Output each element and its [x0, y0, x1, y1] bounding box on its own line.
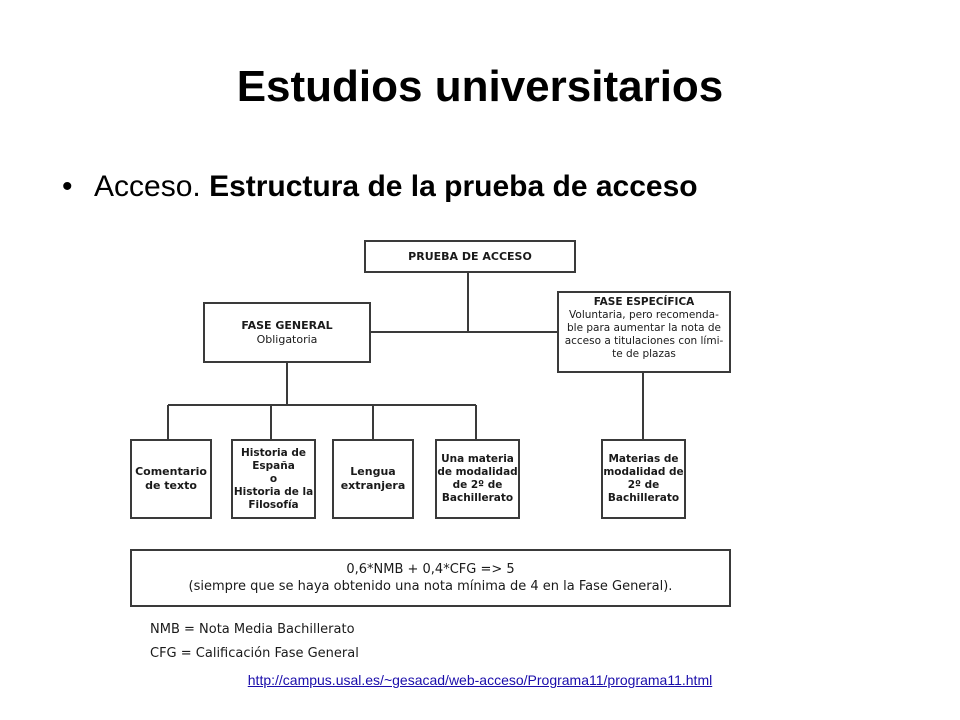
- bullet-bold-text: Estructura de la prueba de acceso: [209, 170, 698, 203]
- bullet-lead-text: Acceso.: [94, 170, 210, 203]
- specific-phase-body: Voluntaria, pero recomenda- ble para aumentar la nota de acceso a titulaciones con lími- te de plazas: [564, 309, 724, 360]
- source-link-line: [0, 672, 960, 688]
- subject-box: Una materia de modalidad de 2º de Bachillerato: [435, 439, 520, 519]
- bullet-dot: •: [62, 170, 73, 203]
- legend: [150, 618, 359, 666]
- slide-title: Estudios universitarios: [236, 62, 724, 111]
- legend-item: NMB = Nota Media Bachillerato: [150, 622, 355, 637]
- specific-phase-title: FASE ESPECÍFICA: [593, 296, 695, 308]
- root-label: PRUEBA DE ACCESO: [408, 249, 532, 263]
- formula-box: [130, 549, 731, 607]
- specific-phase-box: [557, 291, 731, 373]
- specific-subject-box: Materias de modalidad de 2º de Bachillerato: [601, 439, 686, 519]
- subject-box: Historia de España o Historia de la Filosofía: [231, 439, 316, 519]
- general-phase-box: [203, 302, 371, 363]
- subject-box: Comentario de texto: [130, 439, 212, 519]
- formula-line: 0,6*NMB + 0,4*CFG => 5: [346, 562, 515, 577]
- general-phase-title: FASE GENERAL: [241, 318, 333, 332]
- subject-box: Lengua extranjera: [332, 439, 414, 519]
- general-phase-subtitle: Obligatoria: [256, 332, 318, 346]
- legend-item: CFG = Calificación Fase General: [150, 646, 359, 661]
- root-box: [364, 240, 576, 273]
- formula-note: (siempre que se haya obtenido una nota mínima de 4 en la Fase General).: [188, 579, 673, 594]
- source-link[interactable]: http://campus.usal.es/~gesacad/web-acceso/Programa11/programa11.html: [247, 672, 713, 688]
